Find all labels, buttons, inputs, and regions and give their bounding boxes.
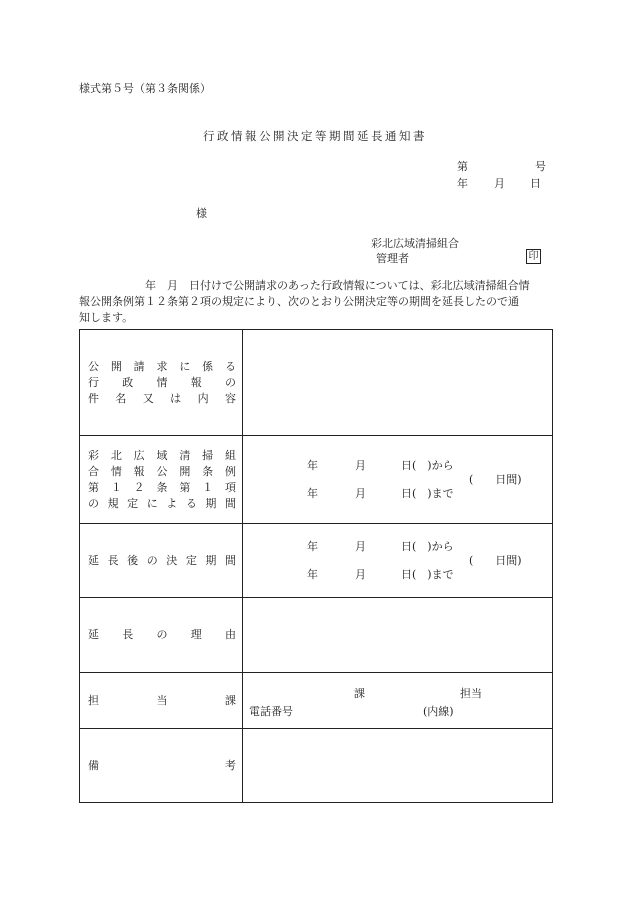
row-remarks bbox=[80, 729, 553, 803]
doc-number-go: 号 bbox=[535, 160, 546, 173]
label-line: 公 開 請 求 に 係 る bbox=[88, 359, 236, 373]
label-line: 担 当 課 bbox=[88, 693, 236, 707]
period-to: 日( )まで bbox=[401, 486, 454, 500]
row-request-subject bbox=[80, 330, 553, 436]
period-to: 日( )まで bbox=[401, 567, 454, 581]
sender-title: 管理者 bbox=[376, 252, 409, 265]
period-year: 年 bbox=[307, 486, 318, 500]
ka-label: 課 bbox=[354, 686, 365, 700]
date-year: 年 bbox=[457, 177, 468, 190]
tanto-label: 担当 bbox=[460, 686, 482, 700]
label-line: 合 情 報 公 開 条 例 bbox=[88, 464, 236, 478]
period-year: 年 bbox=[307, 539, 318, 553]
body-line: 年 月 日付けで公開請求のあった行政情報については、彩北広域清掃組合情 bbox=[79, 279, 530, 292]
label-line: 延 長 後 の 決 定 期 間 bbox=[88, 553, 236, 567]
value-extended-period bbox=[243, 524, 553, 598]
period-month: 月 bbox=[355, 539, 366, 553]
addressee-suffix: 様 bbox=[196, 207, 207, 220]
extension-label: (内線) bbox=[423, 704, 454, 718]
row-reason bbox=[80, 598, 553, 673]
row-extended-period bbox=[80, 524, 553, 598]
period-month: 月 bbox=[355, 458, 366, 472]
value-request-subject bbox=[243, 330, 553, 436]
label-line: 彩 北 広 域 清 掃 組 bbox=[88, 448, 236, 462]
period-from: 日( )から bbox=[401, 458, 454, 472]
label-line: 第 １ ２ 条 第 １ 項 bbox=[88, 480, 236, 494]
value-remarks bbox=[243, 729, 553, 803]
period-block bbox=[243, 457, 552, 503]
label-department bbox=[80, 693, 242, 709]
label-remarks bbox=[80, 758, 242, 774]
label-reason bbox=[80, 627, 242, 643]
value-reason bbox=[243, 598, 553, 673]
period-month: 月 bbox=[355, 486, 366, 500]
label-line: 件 名 又 は 内 容 bbox=[88, 391, 236, 405]
notice-body bbox=[79, 278, 554, 326]
period-year: 年 bbox=[307, 458, 318, 472]
period-days: ( 日間) bbox=[469, 553, 522, 567]
row-original-period bbox=[80, 436, 553, 524]
sender-organization: 彩北広域清掃組合 bbox=[371, 237, 459, 250]
period-year: 年 bbox=[307, 567, 318, 581]
seal-mark: 印 bbox=[526, 249, 541, 264]
label-original-period bbox=[80, 448, 242, 512]
label-line: 備 考 bbox=[88, 758, 236, 772]
label-line: 行 政 情 報 の bbox=[88, 375, 236, 389]
date-month: 月 bbox=[494, 177, 505, 190]
body-line: 報公開条例第１２条第２項の規定により、次のとおり公開決定等の期間を延長したので通 bbox=[79, 295, 519, 308]
label-extended-period bbox=[80, 553, 242, 569]
body-line: 知します。 bbox=[79, 311, 134, 324]
doc-number-dai: 第 bbox=[457, 160, 468, 173]
form-number: 様式第５号（第３条関係） bbox=[79, 82, 211, 95]
label-request-subject bbox=[80, 359, 242, 407]
extension-form-table bbox=[79, 329, 553, 803]
document-title: 行政情報公開決定等期間延長通知書 bbox=[203, 129, 427, 143]
label-line: の 規 定 に よ る 期 間 bbox=[88, 496, 236, 510]
value-original-period bbox=[243, 436, 553, 524]
value-department bbox=[243, 673, 553, 729]
row-department bbox=[80, 673, 553, 729]
period-month: 月 bbox=[355, 567, 366, 581]
period-block bbox=[243, 538, 552, 584]
phone-label: 電話番号 bbox=[249, 704, 293, 718]
date-day: 日 bbox=[530, 177, 541, 190]
period-days: ( 日間) bbox=[469, 472, 522, 486]
label-line: 延 長 の 理 由 bbox=[88, 628, 236, 641]
period-from: 日( )から bbox=[401, 539, 454, 553]
